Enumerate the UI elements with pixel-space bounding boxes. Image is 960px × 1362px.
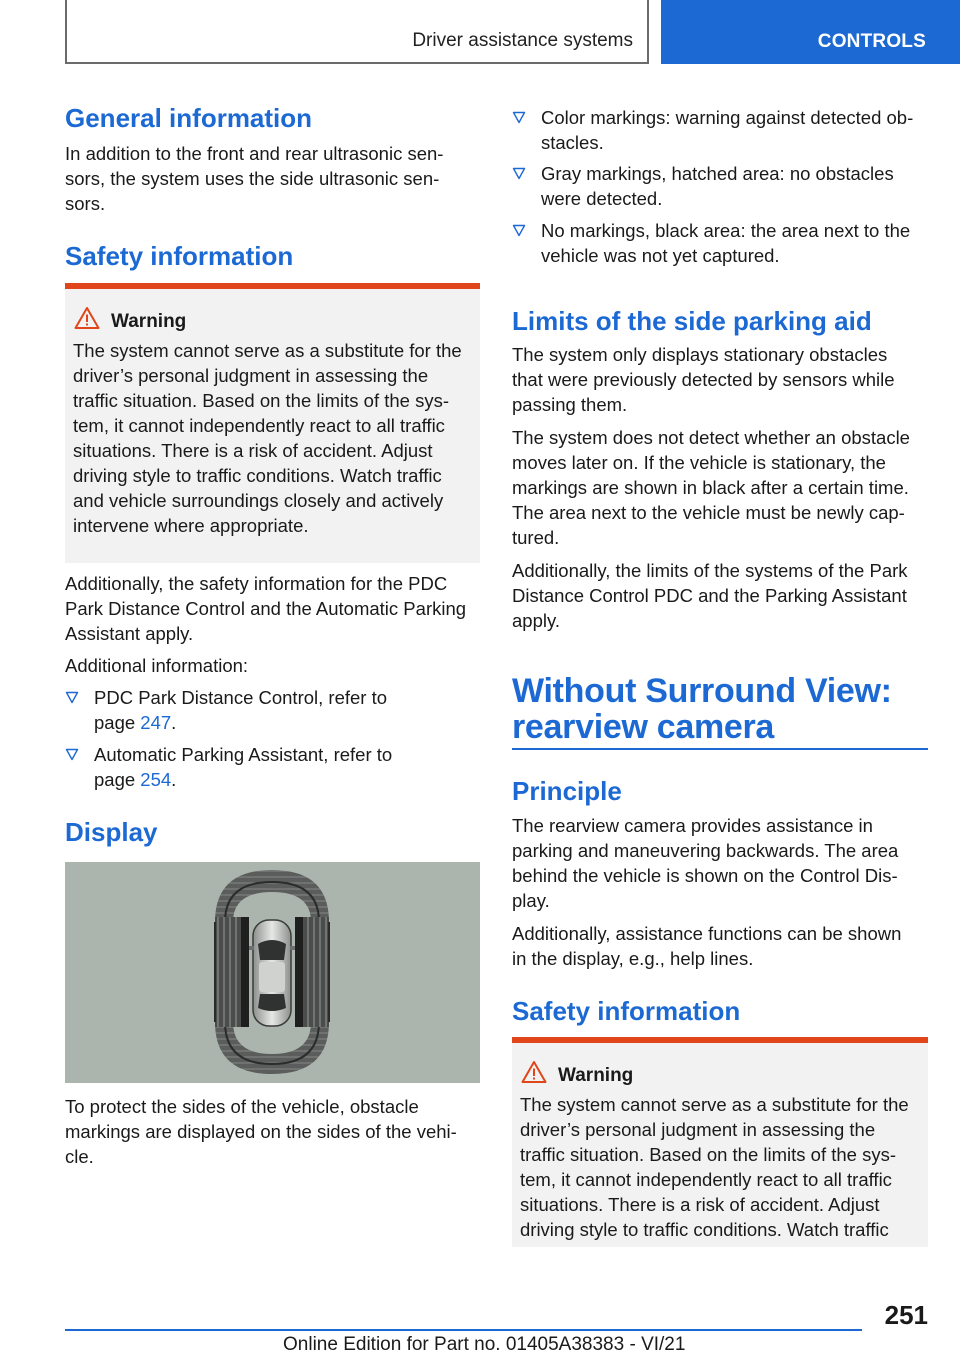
text-line: The system only displays stationary obstacles <box>512 344 888 365</box>
text-line: driving style to traffic conditions. Watch traffic <box>73 465 442 486</box>
text-line: driver’s personal judgment in assessing the <box>520 1119 876 1140</box>
text-line: stacles. <box>541 132 604 153</box>
warning-text <box>73 338 474 538</box>
text-line: Distance Control PDC and the Parking Assistant <box>512 585 907 606</box>
warning-box <box>65 283 480 563</box>
text-line: cle. <box>65 1146 94 1167</box>
limits-text-3 <box>512 558 928 633</box>
text-line: Additionally, the limits of the systems of the Park <box>512 560 908 581</box>
limits-text-2 <box>512 425 928 550</box>
text-line: The area next to the vehicle must be newly cap‐ <box>512 502 905 523</box>
text-line: situations. There is a risk of accident. Adjust <box>73 440 433 461</box>
text-line: apply. <box>512 610 560 631</box>
text-line: . <box>171 769 177 790</box>
text-line: moves later on. If the vehicle is stationary, the <box>512 452 886 473</box>
text-line: Automatic Parking Assistant, refer to <box>94 744 393 765</box>
text-line: markings are shown in black after a certain time. <box>512 477 909 498</box>
section-rule <box>512 748 928 750</box>
text-line: markings are displayed on the sides of the vehi‐ <box>65 1121 457 1142</box>
text-line: The rearview camera provides assistance in <box>512 815 873 836</box>
additional-safety-text <box>65 571 480 646</box>
side-parking-display-illustration <box>65 862 480 1083</box>
bullet-triangle-icon <box>512 224 526 237</box>
bullet-triangle-icon <box>65 691 79 704</box>
list-item <box>512 161 928 211</box>
list-item <box>65 685 480 735</box>
text-line: sors. <box>65 193 106 214</box>
bullet-triangle-icon <box>512 111 526 124</box>
principle-text-2 <box>512 921 928 971</box>
text-line: parking and maneuvering backwards. The area <box>512 840 899 861</box>
footer-edition: Online Edition for Part no. 01405A38383 - VI/21 <box>283 1334 686 1355</box>
text-line: tem, it cannot independently react to all traffic <box>73 415 445 436</box>
additional-info-label: Additional information: <box>65 655 249 676</box>
warning-box <box>512 1037 928 1247</box>
text-line: were detected. <box>541 188 663 209</box>
page-reference <box>94 710 480 735</box>
text-line: To protect the sides of the vehicle, obstacle <box>65 1096 419 1117</box>
text-line: driver’s personal judgment in assessing the <box>73 365 429 386</box>
text-line: Additionally, assistance functions can be shown <box>512 923 902 944</box>
page-link-247[interactable]: 247 <box>140 712 172 733</box>
general-information-heading: General information <box>65 103 313 133</box>
text-line: page <box>94 769 141 790</box>
text-line: and vehicle surroundings closely and actively <box>73 490 444 511</box>
text-line: . <box>171 712 177 733</box>
warning-triangle-icon <box>521 1060 547 1084</box>
text-line: Color markings: warning against detected ob‐ <box>541 107 914 128</box>
text-line: rearview camera <box>512 708 775 746</box>
page-link-254[interactable]: 254 <box>140 769 172 790</box>
text-line: intervene where appropriate. <box>73 515 309 536</box>
safety-information-heading: Safety information <box>512 996 741 1026</box>
principle-text-1 <box>512 813 928 913</box>
footer-rule <box>65 1329 862 1331</box>
text-line: The system cannot serve as a substitute for the <box>73 340 462 361</box>
warning-triangle-icon <box>74 306 100 330</box>
text-line: The system does not detect whether an obstacle <box>512 427 910 448</box>
text-line: No markings, black area: the area next to the <box>541 220 911 241</box>
text-line: Gray markings, hatched area: no obstacles <box>541 163 894 184</box>
list-item <box>65 742 480 792</box>
text-line: In addition to the front and rear ultrasonic sen‐ <box>65 143 444 164</box>
limits-text-1 <box>512 342 928 417</box>
text-line: situations. There is a risk of accident. Adjust <box>520 1194 880 1215</box>
text-line: behind the vehicle is shown on the Control Dis‐ <box>512 865 898 886</box>
text-line: Without Surround View: <box>512 672 892 710</box>
text-line: driving style to traffic conditions. Watch traffic <box>520 1219 889 1240</box>
limits-heading: Limits of the side parking aid <box>512 306 872 336</box>
text-line: in the display, e.g., help lines. <box>512 948 754 969</box>
text-line: Assistant apply. <box>65 623 194 644</box>
page-reference <box>94 767 480 792</box>
text-line: vehicle was not yet captured. <box>541 245 780 266</box>
list-item <box>512 105 928 155</box>
display-text <box>65 1094 480 1169</box>
text-line: traffic situation. Based on the limits of the sys‐ <box>73 390 449 411</box>
header-section-tab <box>65 0 649 64</box>
header-chapter-tab <box>661 0 960 64</box>
text-line: Additionally, the safety information for the PDC <box>65 573 448 594</box>
bullet-triangle-icon <box>65 748 79 761</box>
text-line: tem, it cannot independently react to all traffic <box>520 1169 892 1190</box>
text-line: play. <box>512 890 550 911</box>
warning-title: Warning <box>558 1065 634 1086</box>
warning-title: Warning <box>111 311 187 332</box>
principle-heading: Principle <box>512 776 622 806</box>
text-line: PDC Park Distance Control, refer to <box>94 687 388 708</box>
list-item <box>512 218 928 268</box>
header-chapter-title: CONTROLS <box>817 31 926 52</box>
text-line: sors, the system uses the side ultrasonic sen‐ <box>65 168 440 189</box>
text-line: The system cannot serve as a substitute for the <box>520 1094 909 1115</box>
header-section-title: Driver assistance systems <box>412 30 633 51</box>
vehicle-top-view-illustration <box>65 862 480 1083</box>
text-line: tured. <box>512 527 560 548</box>
general-information-text <box>65 141 480 216</box>
page-number: 251 <box>884 1300 928 1330</box>
safety-information-heading: Safety information <box>65 241 294 271</box>
text-line: passing them. <box>512 394 628 415</box>
warning-text <box>520 1092 922 1242</box>
bullet-triangle-icon <box>512 167 526 180</box>
text-line: that were previously detected by sensors while <box>512 369 895 390</box>
rearview-camera-heading <box>512 673 928 745</box>
text-line: Park Distance Control and the Automatic Parking <box>65 598 467 619</box>
text-line: traffic situation. Based on the limits of the sys‐ <box>520 1144 896 1165</box>
display-heading: Display <box>65 817 158 847</box>
text-line: page <box>94 712 141 733</box>
